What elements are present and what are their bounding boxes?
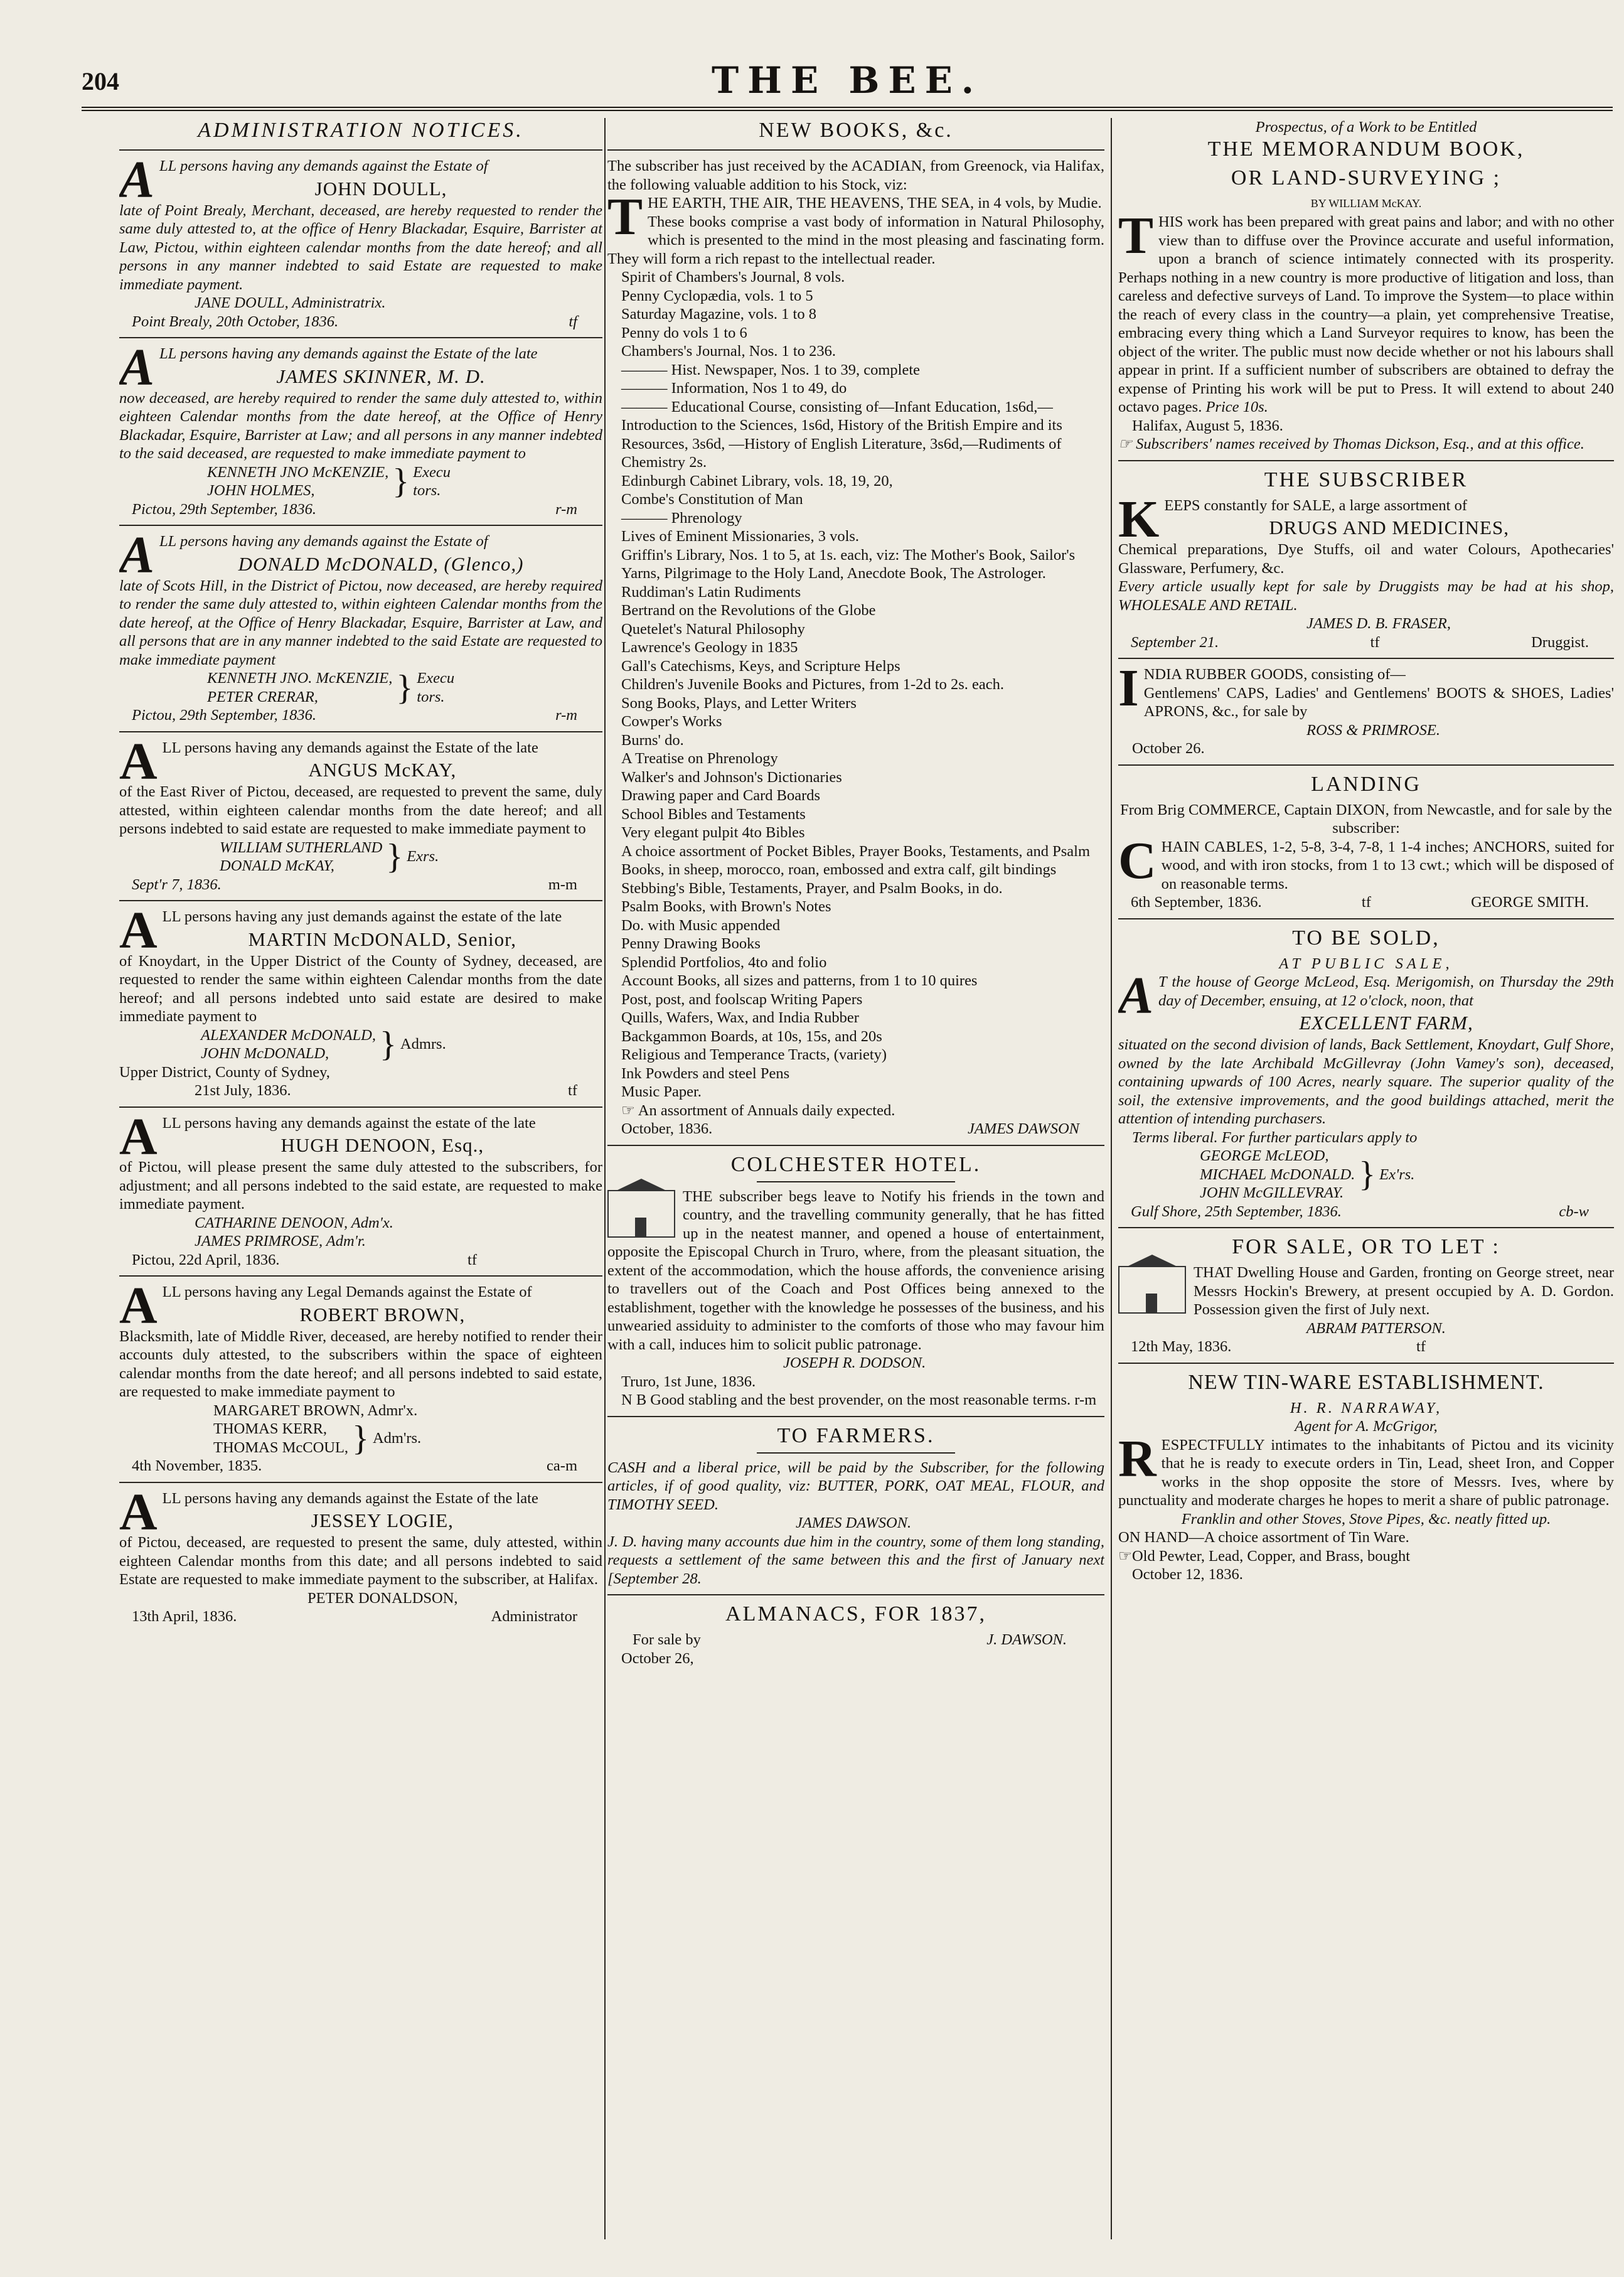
executor-role: Ex'rs. [1379,1165,1415,1183]
administrator-name: ALEXANDER McDONALD, [201,1026,376,1044]
divider [119,525,602,526]
notice-date: Pictou, 29th September, 1836. [132,500,316,518]
notice-body: of the East River of Pictou, deceased, are requested to prevent the same, duly attested, within eighteen calendar months from the date hereof; and all persons indebted to said estate are requested to make immediate payment to [119,783,602,837]
executor-name: KENNETH JNO McKENZIE, [207,463,389,481]
book-item: Psalm Books, with Brown's Notes [621,898,831,915]
pointing-hand-icon: ☞ [621,1101,635,1119]
drop-cap: A [119,901,158,960]
administrator-name: THOMAS McCOUL, [213,1439,349,1456]
landing-mark: tf [1361,894,1371,911]
notice-signature: JANE DOULL, Administratrix. [195,294,386,311]
notice-name: JOHN DOULL, [314,177,447,200]
book-item: Walker's and Johnson's Dictionaries [621,768,842,786]
book-item: Lawrence's Geology in 1835 [621,639,798,656]
book-item: Combe's Constitution of Man [621,491,803,508]
notice-name: JAMES SKINNER, M. D. [276,365,486,387]
notice-date: 21st July, 1836. [195,1082,291,1099]
book-item: Post, post, and foolscap Writing Papers [621,990,863,1008]
notice-lead: LL persons having any demands against the Estate of [159,158,488,174]
prospectus-heading: Prospectus, of a Work to be Entitled [1255,119,1477,136]
to-be-sold-mark: cb-w [1559,1203,1589,1220]
notice-body: Blacksmith, late of Middle River, deceased, are hereby notified to render their accounts duly attested, to the subscribers within the space of eighteen calendar months from the date hereof; and all persons indebted to said estate, are requested to make immediate payment to [119,1327,602,1400]
divider [1118,1227,1614,1228]
brace: } [392,462,410,501]
book-item: Account Books, all sizes and patterns, from 1 to 10 quires [621,972,978,989]
for-sale-body: THAT Dwelling House and Garden, fronting on George street, near Messrs Hockin's Brewery, at present occupied by A. D. Gordon. Possession given the first of July next. [1194,1264,1614,1318]
book-item: Ruddiman's Latin Rudiments [621,583,801,601]
for-sale-date: 12th May, 1836. [1131,1338,1232,1355]
notice-role: Administrator [491,1608,577,1625]
hotel-body: THE subscriber begs leave to Notify his friends in the town and country, and the travelling community generally, that he has fitted up in the neatest manner, and opened a house of entertainment, opposite the Episcopal Church in Truro, where, from the pleasant situation, the extent of the accommodation, which the house affords, the convenience arising to travellers out of the Coach and Post Offices being annexed to the establishment, together with the knowledge he possesses of the business, and his unwearied assiduity to administer to the comforts of those who may favour him with a call, induces him to solicit public patronage. [607,1187,1104,1353]
notice-date: Point Brealy, 20th October, 1836. [132,313,339,330]
india-rubber-date: October 26. [1132,740,1205,757]
hotel-note: N B Good stabling and the best provender, on the most reasonable terms. [621,1391,1071,1408]
executor-name: JOHN HOLMES, [207,482,315,499]
executor-name: JOHN McGILLEVRAY. [1200,1184,1344,1201]
almanac-sale: For sale by [633,1631,701,1648]
notice-signature: MARGARET BROWN, Admr'x. [213,1401,418,1419]
almanac-date: October 26, [621,1649,694,1667]
notice-date: Pictou, 29th September, 1836. [132,707,316,724]
divider [119,149,602,151]
column-books [607,118,1104,2239]
divider [607,1145,1104,1146]
subscriber-body-2: Every article usually kept for sale by Druggists may be had at his shop, WHOLESALE AND RETAIL. [1118,578,1614,614]
brace: } [352,1418,369,1458]
notice-name: DONALD McDONALD, (Glenco,) [238,552,524,575]
farmers-date: [September 28. [607,1570,702,1587]
notice-hugh-denoon [119,1107,602,1270]
executor-role: Execu tors. [413,463,451,499]
notice-body: late of Scots Hill, in the District of Pictou, now deceased, are hereby required to render the same duly attested to, within eighteen Calendar months from the date hereof, at the Office of Henry Blackadar, Esquire, Barrister at Law, and all persons that are in any manner indebted to the said Estate are requested to make immediate payment [119,577,602,668]
book-item: Song Books, Plays, and Letter Writers [621,694,857,712]
subscriber-date: September 21. [1131,633,1219,651]
books-feature-title: HE EARTH, THE AIR, THE HEAVENS, THE SEA, in 4 vols, by Mudie. [648,195,1102,212]
book-item: Very elegant pulpit 4to Bibles [621,824,805,841]
brace: } [1359,1155,1376,1194]
book-item: A Treatise on Phrenology [621,750,778,767]
notice-body: now deceased, are hereby required to render the same duly attested to, within eighteen Calendar months from the date hereof, at the Office of Henry Blackadar, Esquire, Barrister at Law; and all persons in any manner indebted to the said deceased, are requested to make immediate payment to [119,389,602,462]
book-item: Stebbing's Bible, Testaments, Prayer, and Psalm Books, in do. [621,879,1003,897]
book-item: Saturday Magazine, vols. 1 to 8 [621,306,816,323]
drop-cap: K [1118,490,1160,549]
administrator-name: THOMAS KERR, [213,1420,328,1437]
notice-name: ROBERT BROWN, [299,1303,466,1326]
drop-cap: R [1118,1429,1157,1488]
divider [1118,918,1614,919]
book-item: Cowper's Works [621,713,722,730]
book-item: Gall's Catechisms, Keys, and Scripture Helps [621,657,900,675]
india-rubber-lead: NDIA RUBBER GOODS, consisting of— [1143,666,1406,683]
notice-donald-mcdonald [119,526,602,725]
book-item: Religious and Temperance Tracts, (variety) [621,1046,887,1063]
brace: } [386,837,403,876]
column-administration [119,118,602,2239]
book-item: A choice assortment of Pocket Bibles, Prayer Books, Testaments, and Psalm Books, in sheep, morocco, roan, embossed and extra calf, gilt bindings [621,842,1091,878]
drop-cap: A [119,1277,158,1335]
section-title-farmers: TO FARMERS. [777,1423,935,1447]
subscriber-role: Druggist. [1531,633,1589,651]
tin-ware-franklin: Franklin and other Stoves, Stove Pipes, &c. neatly fitted up. [1181,1510,1551,1528]
memo-body: HIS work has been prepared with great pains and labor; and with no other view than to diffuse over the Province accurate and useful information, upon a branch of science intimately connected with its prosperity. Perhaps nothing in a new country is more productive of litigation and loss, than careless and defective surveys of Land. To improve the System—to place within the reach of every class in the country—a plain, yet comprehensive Treatise, embracing every thing which a Land Surveyor requires to know, has been the object of the writer. The public must now decide whether or not his labours shall appear in print. If a sufficient number of subscribers are obtained to defray the expense of Printing his work will be put to Press. It will extend to about 240 octavo pages. [1118,213,1614,415]
farmers-note: J. D. having many accounts due him in the country, some of them long standing, requests a settlement of the same between this and the first of January next [607,1533,1104,1568]
india-rubber-signature: ROSS & PRIMROSE. [1306,721,1440,739]
page-header [82,58,1613,103]
for-sale-signature: ABRAM PATTERSON. [1306,1319,1446,1337]
page-number: 204 [82,67,119,95]
notice-body: of Pictou, will please present the same duly attested to the subscribers, for adjustment; and all persons indebted to the said estate, are requested to make immediate payment. [119,1159,602,1213]
executor-role: Exrs. [407,848,439,865]
section-title-for-sale: FOR SALE, OR TO LET : [1232,1235,1500,1258]
masthead: THE BEE. [712,59,983,102]
administrator-role: Admrs. [400,1036,446,1053]
notice-body: of Knoydart, in the Upper District of the County of Sydney, deceased, are requested to render the same within eighteen Calendar months from the date hereof; and all persons indebted unto said estate are desired to make immediate payment to [119,952,602,1025]
books-date: October, 1836. [621,1120,713,1137]
farmers-body: CASH and a liberal price, will be paid by the Subscriber, for the following articles, if of good quality, viz: BUTTER, PORK, OAT MEAL, FLOUR, and TIMOTHY SEED. [607,1459,1104,1513]
to-be-sold-subtitle: AT PUBLIC SALE, [1279,955,1453,972]
notice-mark: ca-m [547,1457,577,1474]
executor-name: PETER CRERAR, [207,688,318,705]
book-item: Penny do vols 1 to 6 [621,324,747,341]
column-rule-1 [604,118,606,2239]
divider [1118,460,1614,461]
notice-james-skinner [119,338,602,518]
notice-body: late of Point Brealy, Merchant, deceased, are hereby requested to render the same duly attested to, at the office of Henry Blackadar, Esquire, Barrister at Law, Pictou, within eighteen calendar months from the date hereof; and all persons in any manner indebted to said Estate are requested to make immediate payment. [119,201,602,293]
notice-date: Sept'r 7, 1836. [132,876,222,893]
drop-cap: T [1118,206,1154,265]
book-item: Splendid Portfolios, 4to and folio [621,953,827,971]
books-intro: The subscriber has just received by the ACADIAN, from Greenock, via Halifax, the following valuable addition to his Stock, viz: [607,158,1104,193]
book-item: Chambers's Journal, Nos. 1 to 236. [621,343,836,360]
tin-ware-on-hand: ON HAND—A choice assortment of Tin Ware. [1118,1529,1409,1546]
divider [119,1482,602,1483]
notice-date: 13th April, 1836. [132,1608,237,1625]
for-sale-mark: tf [1416,1338,1426,1355]
landing-body: HAIN CABLES, 1-2, 5-8, 3-4, 7-8, 1 1-4 inches; ANCHORS, suited for wood, and with iron stocks, from 1 to 13 cwt.; which will be disposed of on reasonable terms. [1161,838,1614,892]
tin-ware-old-metal: Old Pewter, Lead, Copper, and Brass, bought [1131,1547,1411,1565]
section-title-hotel: COLCHESTER HOTEL. [730,1152,981,1176]
section-title-almanacs: ALMANACS, FOR 1837, [725,1602,986,1626]
book-item: Do. with Music appended [621,916,781,934]
book-item: ——— Educational Course, consisting of—Infant Education, 1s6d,—Introduction to the Sciences, 1s6d, History of the British Empire and its Resources, 3s6d, —History of English Literature, 3s6d,—Rudiments of Chemistry 2s. [621,398,1062,471]
notice-jessey-logie [119,1482,602,1626]
farmers-signature: JAMES DAWSON. [796,1514,912,1531]
drop-cap: A [1118,967,1154,1025]
book-item: Quetelet's Natural Philosophy [621,620,805,638]
administrator-role: Adm'rs. [372,1429,422,1447]
subscriber-name: DRUGS AND MEDICINES, [1269,517,1509,538]
hotel-mark: r-m [1074,1391,1097,1408]
divider [757,1452,956,1454]
executor-name: GEORGE McLEOD, [1200,1147,1329,1164]
section-title-subscriber: THE SUBSCRIBER [1264,468,1468,491]
notice-name: HUGH DENOON, Esq., [280,1134,484,1156]
book-item: Edinburgh Cabinet Library, vols. 18, 19, 20, [621,472,893,490]
book-item: Drawing paper and Card Boards [621,787,821,804]
executor-name: DONALD McKAY, [220,857,334,874]
to-be-sold-name: EXCELLENT FARM, [1299,1012,1473,1034]
divider [119,731,602,732]
section-title-books: NEW BOOKS, &c. [759,119,953,142]
tin-ware-name: H. R. NARRAWAY, [1290,1399,1443,1417]
section-title-tin-ware: NEW TIN-WARE ESTABLISHMENT. [1188,1370,1544,1394]
landing-from: From Brig COMMERCE, Captain DIXON, from Newcastle, and for sale by the subscriber: [1120,801,1612,837]
book-item: Penny Drawing Books [621,935,761,952]
notice-angus-mckay [119,732,602,894]
notice-martin-mcdonald [119,901,602,1100]
notice-name: MARTIN McDONALD, Senior, [248,928,516,950]
notice-robert-brown [119,1277,602,1476]
drop-cap: A [119,338,155,397]
drop-cap: A [119,1107,158,1166]
notice-signature: JAMES PRIMROSE, Adm'r. [195,1233,366,1250]
divider [119,337,602,338]
divider [119,1106,602,1108]
drop-cap: T [607,188,643,246]
memo-price: Price 10s. [1205,399,1268,415]
india-rubber-body: Gentlemens' CAPS, Ladies' and Gentlemens' BOOTS & SHOES, Ladies' APRONS, &c., for sale by [1143,684,1614,720]
memo-date: Halifax, August 5, 1836. [1132,417,1283,434]
drop-cap: A [119,1482,158,1541]
drop-cap: A [119,151,155,209]
book-item: School Bibles and Testaments [621,805,806,823]
books-list [607,268,1104,1101]
landing-date: 6th September, 1836. [1131,894,1262,911]
to-be-sold-lead: T the house of George McLeod, Esq. Merigomish, on Thursday the 29th day of December, ensuing, at 12 o'clock, noon, that [1158,973,1614,1009]
to-be-sold-terms: Terms liberal. For further particulars apply to [1132,1128,1418,1146]
header-rule [82,107,1613,111]
memo-author: BY WILLIAM McKAY. [1310,196,1422,210]
book-item: Children's Juvenile Books and Pictures, from 1-2d to 2s. each. [621,676,1005,693]
tin-ware-body: ESPECTFULLY intimates to the inhabitants of Pictou and its vicinity that he is ready to execute orders in Tin, Lead, sheet Iron, and Copper works in the shop opposite the store of Messrs. Ives, where by punctuality and moderate charges he hopes to merit a share of public patronage. [1118,1436,1614,1509]
section-title-landing: LANDING [1311,772,1421,796]
tin-ware-agent: Agent for A. McGrigor, [1295,1418,1438,1435]
brace: } [380,1025,397,1064]
divider [1118,658,1614,659]
book-item: Ink Powders and steel Pens [621,1064,790,1082]
notice-place: Upper District, County of Sydney, [119,1063,330,1081]
notice-mark: m-m [548,876,577,893]
book-item: Burns' do. [621,731,684,749]
subscriber-body: Chemical preparations, Dye Stuffs, oil and water Colours, Apothecaries' Glassware, Perfumery, &c. [1118,541,1614,577]
book-item: Penny Cyclopædia, vols. 1 to 5 [621,287,813,304]
hotel-date: Truro, 1st June, 1836. [621,1373,756,1390]
drop-cap: A [119,732,158,791]
divider [119,900,602,901]
books-annuals: An assortment of Annuals daily expected. [638,1101,895,1119]
book-item: Bertrand on the Revolutions of the Globe [621,602,876,619]
notice-name: JESSEY LOGIE, [311,1509,454,1531]
notice-mark: tf [568,1082,577,1099]
notice-body: of Pictou, deceased, are requested to present the same, duly attested, within eighteen Calendar months from this date; and all persons indebted to said Estate are requested to make immediate payment to the subscriber, at Halifax. [119,1534,602,1588]
notice-lead: LL persons having any demands against the Estate of the late [159,345,538,362]
almanac-signature: J. DAWSON. [986,1631,1067,1648]
books-signature: JAMES DAWSON [967,1120,1079,1137]
landing-signature: GEORGE SMITH. [1471,894,1589,911]
drop-cap: C [1118,831,1157,890]
executor-name: MICHAEL McDONALD. [1200,1165,1355,1183]
divider [607,149,1104,151]
tin-ware-date: October 12, 1836. [1132,1566,1243,1583]
notice-mark: tf [569,313,577,330]
book-item: Quills, Wafers, Wax, and India Rubber [621,1009,859,1026]
notice-lead: LL persons having any demands against the Estate of the late [162,739,538,756]
memo-subtitle: OR LAND-SURVEYING ; [1231,166,1502,190]
executor-role: Execu tors. [417,670,455,705]
book-item: ——— Information, Nos 1 to 49, do [621,380,847,397]
book-item: Music Paper. [621,1083,702,1100]
hotel-signature: JOSEPH R. DODSON. [783,1354,926,1371]
subscriber-signature: JAMES D. B. FRASER, [1306,615,1451,632]
notice-signature: PETER DONALDSON, [307,1589,458,1607]
notice-mark: r-m [555,707,577,724]
notice-name: ANGUS McKAY, [308,759,457,781]
divider [1118,1363,1614,1364]
drop-cap: A [119,526,155,584]
memo-title: THE MEMORANDUM BOOK, [1207,137,1525,161]
book-item: Lives of Eminent Missionaries, 3 vols. [621,528,860,545]
divider [119,1275,602,1277]
to-be-sold-date: Gulf Shore, 25th September, 1836. [1131,1203,1342,1220]
column-rule-2 [1111,118,1112,2239]
to-be-sold-body: situated on the second division of lands, Back Settlement, Knoydart, Gulf Shore, owned by the late Archibald McGillevray (John Vamey's son), deceased, containing upwards of 100 Acres, nearly square. The superior quality of the soil, the extensive improvements, and the good buildings attached, merit the attention of intending purchasers. [1118,1036,1614,1127]
house-icon [1118,1266,1186,1314]
notice-lead: LL persons having any demands against the Estate of the late [162,1489,538,1507]
brace: } [396,668,414,707]
executor-name: KENNETH JNO. McKENZIE, [207,670,393,687]
book-item: Griffin's Library, Nos. 1 to 5, at 1s. each, viz: The Mother's Book, Sailor's Yarns, Pilgrimage to the Holy Land, Anecdote Book, The Astrologer. [621,546,1076,582]
pointing-hand-icon: ☞ [1118,436,1132,453]
notice-lead: LL persons having any demands against the Estate of [159,533,488,550]
pointing-hand-icon: ☞ [1118,1547,1132,1565]
notice-mark: tf [467,1251,477,1268]
hotel-building-icon [607,1190,675,1238]
notice-lead: LL persons having any demands against the estate of the late [162,1114,536,1132]
subscriber-mark: tf [1370,633,1380,651]
divider [1118,764,1614,766]
section-title-administration: ADMINISTRATION NOTICES. [198,119,524,142]
divider [607,1416,1104,1417]
notice-john-doull [119,151,602,331]
notice-mark: r-m [555,500,577,518]
executor-name: WILLIAM SUTHERLAND [220,838,383,856]
column-advertisements [1118,118,1614,2239]
book-item: ——— Hist. Newspaper, Nos. 1 to 39, complete [621,361,921,378]
notice-signature: CATHARINE DENOON, Adm'x. [195,1214,393,1231]
notice-lead: LL persons having any Legal Demands against the Estate of [162,1283,532,1300]
book-item: Backgammon Boards, at 10s, 15s, and 20s [621,1027,882,1045]
memo-note: Subscribers' names received by Thomas Dickson, Esq., and at this office. [1136,436,1584,453]
divider [757,1181,956,1182]
notice-date: Pictou, 22d April, 1836. [132,1251,280,1268]
section-title-to-be-sold: TO BE SOLD, [1292,926,1440,950]
administrator-name: JOHN McDONALD, [201,1045,329,1062]
book-item: ——— Phrenology [621,509,742,527]
books-feature-body: These books comprise a vast body of information in Natural Philosophy, which is presented to the mind in the most pleasing and fascinating form. They will form a rich repast to the intellectual reader. [607,213,1104,267]
notice-date: 4th November, 1835. [132,1457,262,1474]
divider [607,1594,1104,1595]
notice-lead: LL persons having any just demands against the estate of the late [162,908,562,925]
drop-cap: I [1118,659,1139,717]
book-item: Spirit of Chambers's Journal, 8 vols. [621,269,845,286]
subscriber-lead: EEPS constantly for SALE, a large assortment of [1164,496,1467,514]
